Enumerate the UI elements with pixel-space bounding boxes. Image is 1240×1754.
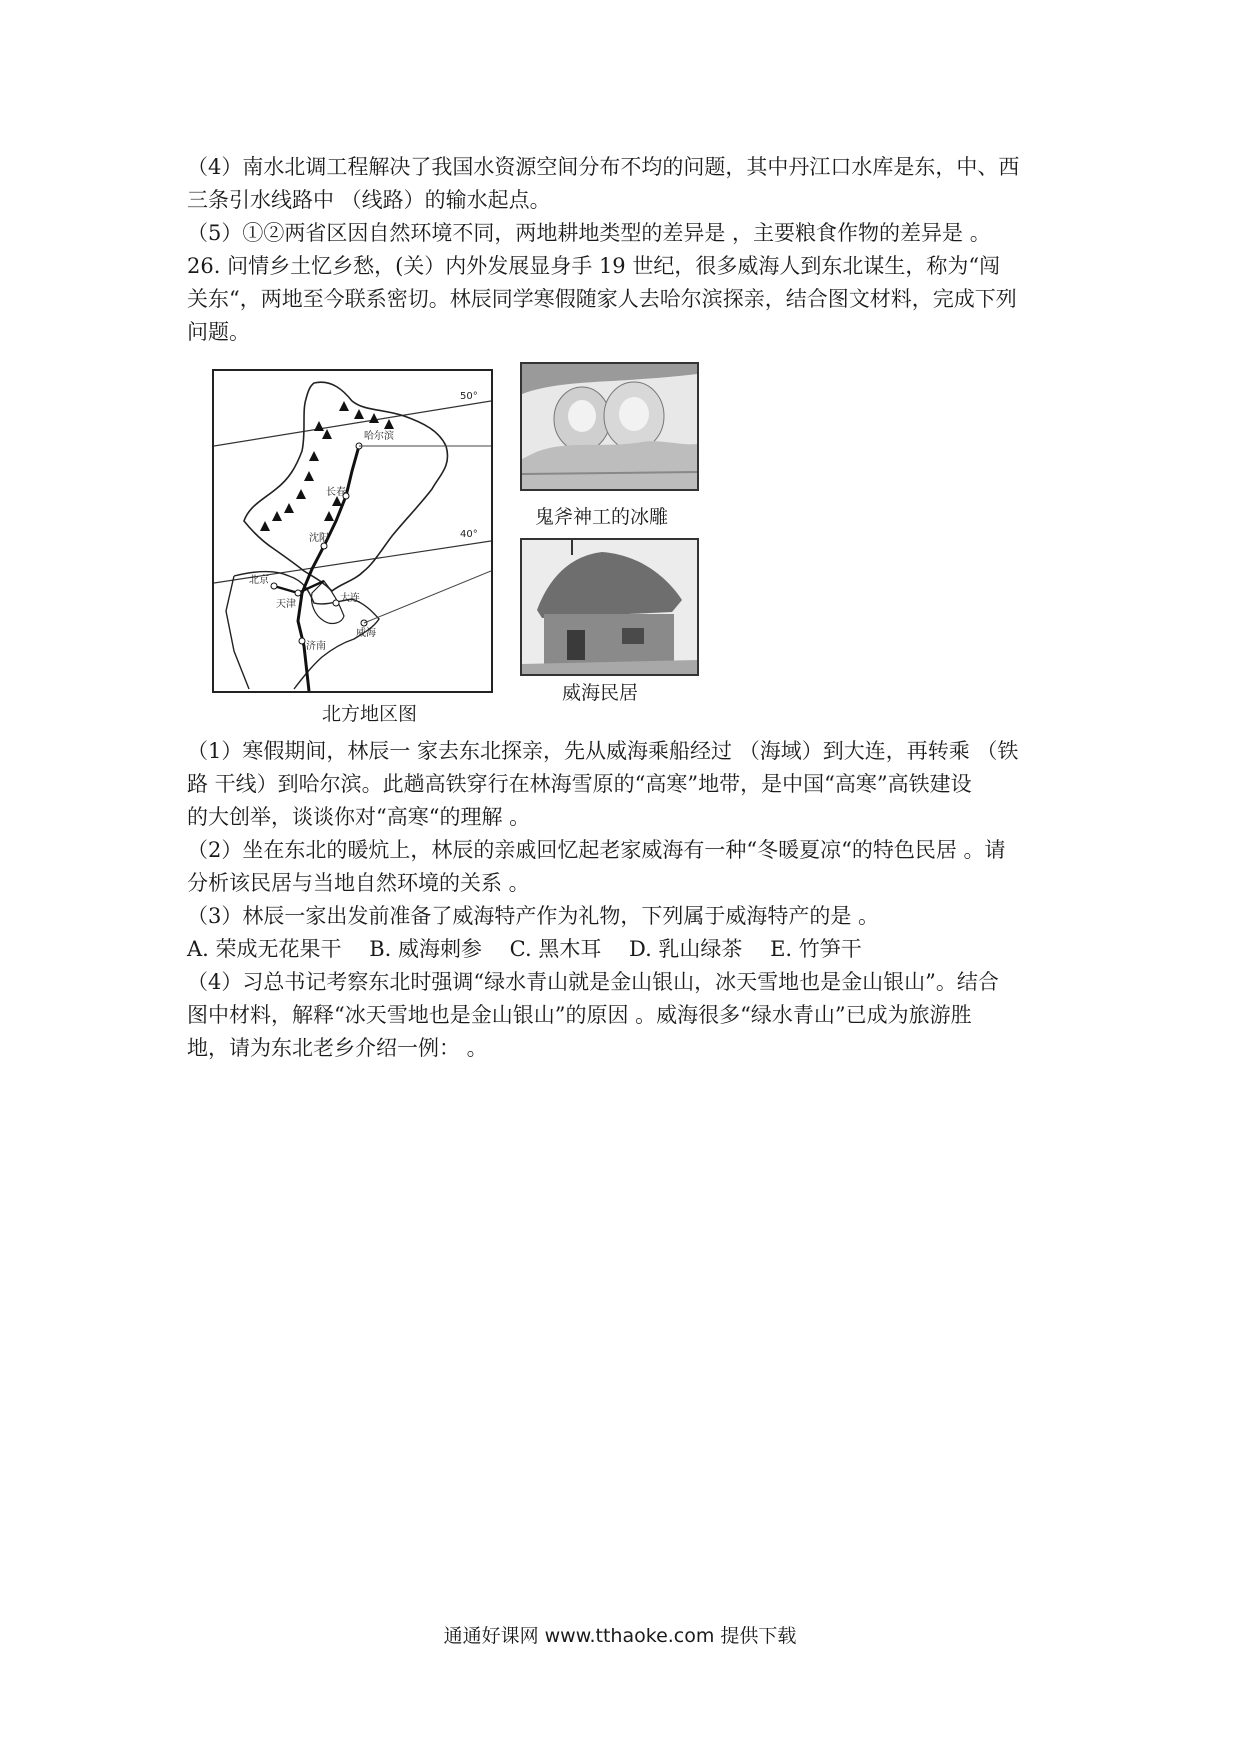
text-line: 关东“，两地至今联系密切。林辰同学寒假随家人去哈尔滨探亲，结合图文材料，完成下列 [187,287,1017,311]
map-drawing [214,371,491,691]
map-caption: 北方地区图 [322,703,418,725]
weihai-house-caption: 威海民居 [562,682,639,704]
mountain-symbols [260,401,394,531]
ice-sculpture-caption: 鬼斧神工的冰雕 [535,506,669,528]
question-text-part-b [187,735,1067,1065]
text-line: 问题。 [187,320,250,344]
text-line: 图中材料，解释“冰天雪地也是金山银山”的原因 。威海很多“绿水青山”已成为旅游胜 [187,1003,972,1027]
text-line: 三条引水线路中 （线路）的输水起点。 [187,188,551,212]
text-line: （5）①②两省区因自然环境不同，两地耕地类型的差异是 ，主要粮食作物的差异是 。 [187,221,991,245]
changchun-label: 长春 [326,487,346,498]
question-text-part-a [187,151,1067,349]
northern-region-map [212,369,493,693]
latitude-line-50 [214,401,491,446]
text-line: 的大创举，谈谈你对“高寒“的理解 。 [187,805,531,829]
harbin-label: 哈尔滨 [364,431,394,442]
shenyang-label: 沈阳 [309,533,329,544]
text-line: （4）南水北调工程解决了我国水资源空间分布不均的问题，其中丹江口水库是东，中、西 [187,155,1020,179]
weihai-label: 威海 [356,628,376,639]
lat50-label: 50° [460,391,478,402]
answer-options: A. 荣成无花果干 B. 威海刺参 C. 黑木耳 D. 乳山绿茶 E. 竹笋干 [187,937,862,961]
figure-group [212,362,702,725]
beijing-label: 北京 [249,575,269,586]
tianjin-label: 天津 [276,599,296,610]
ice-sculpture-photo [520,362,699,491]
page-footer: 通通好课网 www.tthaoke.com 提供下载 [443,1625,797,1647]
jinan-label: 济南 [306,641,326,652]
text-line: （2）坐在东北的暖炕上，林辰的亲戚回忆起老家威海有一种“冬暖夏凉“的特色民居 。请 [187,838,1006,862]
text-line: 分析该民居与当地自然环境的关系 。 [187,871,530,895]
weihai-house-drawing [522,540,697,674]
ice-sculpture-drawing [522,364,697,489]
text-line: （4）习总书记考察东北时强调“绿水青山就是金山银山，冰天雪地也是金山银山”。结合 [187,970,999,994]
text-line: （1）寒假期间，林辰一 家去东北探亲，先从威海乘船经过 （海域）到大连，再转乘 （铁 [187,739,1019,763]
text-line: 路 干线）到哈尔滨。此趟高铁穿行在林海雪原的“高寒”地带，是中国“高寒”高铁建设 [187,772,972,796]
leader-line-weihai [364,571,491,623]
lat40-label: 40° [460,529,478,540]
text-line: 26. 问情乡土忆乡愁，(关）内外发展显身手 19 世纪，很多威海人到东北谋生，称为“闯 [187,254,1001,278]
text-line: 地，请为东北老乡介绍一例： 。 [187,1036,488,1060]
text-line: （3）林辰一家出发前准备了威海特产作为礼物，下列属于威海特产的是 。 [187,904,880,928]
weihai-house-photo [520,538,699,676]
dalian-label: 大连 [340,593,360,604]
